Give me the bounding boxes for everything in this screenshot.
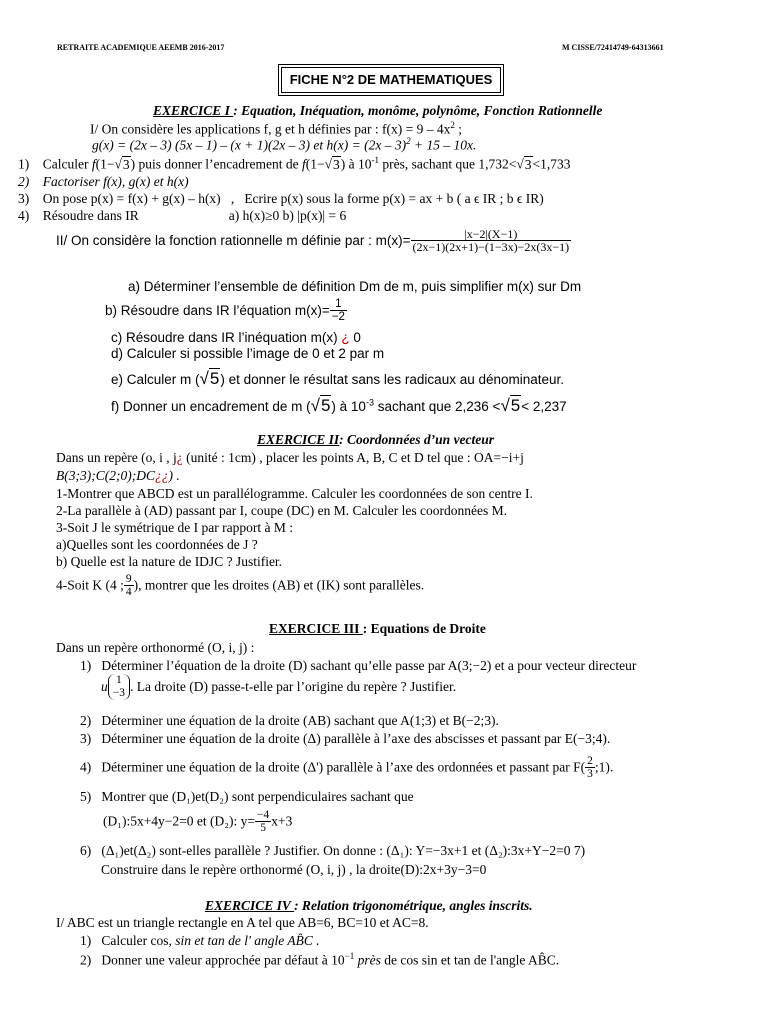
ex1-defs bbox=[92, 136, 476, 154]
exercise-2-heading bbox=[257, 432, 494, 448]
ex1-b-num: 1 bbox=[330, 298, 347, 311]
exercise-4-label: EXERCICE IV bbox=[205, 898, 295, 913]
ex1-intro-end: ; bbox=[454, 121, 463, 137]
ex2-l2-b: ) . bbox=[168, 468, 180, 483]
ex4-q2-a: Donner une valeur approchée par défaut à 10 bbox=[101, 952, 345, 968]
ex3-q5b-b: x+3 bbox=[271, 813, 293, 829]
ex3-q6-num: 6) bbox=[80, 843, 92, 858]
ex1-c-b: 0 bbox=[349, 330, 361, 345]
ex2-line4: 2-La parallèle à (AD) passant par I, coupe (DC) en M. Calculer les coordonnées M. bbox=[56, 503, 507, 518]
ex3-q4-b: ;1). bbox=[594, 759, 614, 775]
ex2-l2-a: B(3;3);C(2;0);DC bbox=[56, 468, 155, 483]
exercise-2-label: EXERCICE II bbox=[257, 432, 340, 447]
ex1-b-den: −2 bbox=[331, 311, 345, 323]
ex3-q3-text: Déterminer une équation de la droite (Δ) parallèle à l’axe des abscisses et passant par E(−3;4). bbox=[101, 731, 611, 746]
ex1-q1-c: à 10 bbox=[345, 156, 372, 172]
page-title: FICHE N°2 DE MATHEMATIQUES bbox=[281, 67, 501, 93]
ex2-l2-red: ¿¿ bbox=[154, 468, 169, 483]
ex1-q1-b: puis donner l’encadrement de bbox=[135, 156, 302, 172]
ex1-f-d: < 2,237 bbox=[521, 399, 567, 414]
ex1-e-a: e) Calculer m ( bbox=[111, 372, 200, 387]
ex2-l8-b: ), montrer que les droites (AB) et (IK) sont parallèles. bbox=[133, 577, 425, 593]
exercise-1-label: EXERCICE I bbox=[153, 103, 234, 118]
ex1-part2-intro: II/ On considère la fonction rationnelle m définie par : m(x)= bbox=[56, 233, 411, 248]
ex2-line1 bbox=[56, 450, 524, 466]
header-right: M CISSE/72414749-64313661 bbox=[562, 43, 664, 52]
ex3-q6-text: (Δ₁)et(Δ₂) sont-elles parallèle ? Justifier. On donne : (Δ₁): Y=−3x+1 et (Δ₂):3x+Y−2=0 7) bbox=[101, 843, 586, 858]
ex4-q1-num: 1) bbox=[80, 933, 92, 948]
ex3-q4-fraction bbox=[585, 755, 595, 780]
exercise-3-heading bbox=[269, 621, 486, 637]
ex4-q2 bbox=[80, 951, 559, 969]
ex1-q1-e: <1,733 bbox=[532, 156, 571, 172]
ex3-q2-text: Déterminer une équation de la droite (AB) sachant que A(1;3) et B(−2;3). bbox=[101, 713, 499, 728]
ex3-q4-a: Déterminer une équation de la droite (Δ') parallèle à l’axe des ordonnées et passant par F( bbox=[101, 759, 586, 775]
ex4-q2-num: 2) bbox=[80, 952, 92, 968]
ex2-l8-a: 4-Soit K (4 ; bbox=[56, 577, 124, 593]
ex2-line3: 1-Montrer que ABCD est un parallélogramme. Calculer les coordonnées de son centre I. bbox=[56, 486, 533, 501]
ex3-q1b-u: u bbox=[101, 679, 108, 694]
ex3-q4-num: 4) bbox=[80, 759, 92, 775]
ex4-q1 bbox=[80, 933, 320, 949]
ex1-q1-exp: -1 bbox=[371, 155, 380, 165]
ex2-l8-den: 4 bbox=[125, 586, 132, 598]
ex1-q4 bbox=[18, 208, 346, 224]
ex1-defs-a: g(x) = (2x – 3) (5x – 1) – (x + 1)(2x – 3) et h(x) = (2x – 3) bbox=[92, 137, 407, 153]
ex1-q1-num: 1) bbox=[18, 156, 30, 172]
ex1-f-exp: -3 bbox=[365, 397, 374, 408]
ex1-q3: 3) On pose p(x) = f(x) + g(x) – h(x) , Ecrire p(x) sous la forme p(x) = ax + b ( a ϵ IR ; b ϵ IR) bbox=[18, 191, 544, 206]
ex3-q5b-fraction bbox=[255, 809, 271, 834]
ex3-q6b: Construire dans le repère orthonormé (O, i, j) , la droite(D):2x+3y−3=0 bbox=[101, 862, 487, 877]
ex2-l8-fraction bbox=[124, 573, 134, 598]
ex1-q4-b: a) h(x)≥0 b) |p(x)| = 6 bbox=[228, 208, 347, 223]
ex3-q5 bbox=[80, 789, 414, 805]
ex1-part2-den: (2x−1)(2x+1)−(1−3x)−2x(3x−1) bbox=[412, 240, 570, 254]
ex2-l1-a: Dans un repère (o, i , j bbox=[56, 450, 177, 465]
ex2-line6: a)Quelles sont les coordonnées de J ? bbox=[56, 537, 258, 552]
ex3-q5-num: 5) bbox=[80, 789, 92, 804]
exercise-1-heading bbox=[153, 103, 602, 119]
ex2-line8 bbox=[56, 573, 424, 598]
ex4-q2-exp: −1 bbox=[344, 951, 355, 961]
ex3-q1-num: 1) bbox=[80, 658, 92, 673]
ex1-q1-a: Calculer bbox=[42, 156, 92, 172]
ex3-q5b-num: −4 bbox=[256, 809, 270, 821]
ex1-f-c: sachant que 2,236 < bbox=[373, 399, 501, 414]
header-left: RETRAITE ACADEMIQUE AEEMB 2016-2017 bbox=[57, 43, 225, 52]
exercise-3-label: EXERCICE III bbox=[269, 621, 363, 636]
ex1-defs-sup: 2 bbox=[406, 136, 411, 146]
ex1-q2 bbox=[18, 174, 189, 190]
ex1-intro bbox=[90, 120, 462, 138]
ex1-f-sqrt2: 5 bbox=[510, 396, 521, 415]
ex1-q1-sqrt3: 3 bbox=[524, 156, 532, 172]
ex3-q1b bbox=[101, 674, 456, 700]
ex1-q1-d: près, sachant que 1,732< bbox=[379, 156, 517, 172]
ex3-q1b-v1: 1 bbox=[116, 674, 122, 686]
ex3-q6 bbox=[80, 843, 585, 859]
ex1-q4-a: Résoudre dans IR bbox=[42, 208, 139, 223]
ex1-q1-inner2: 1− bbox=[310, 156, 325, 172]
ex1-q4-num: 4) bbox=[18, 208, 30, 223]
ex3-q5b bbox=[103, 809, 292, 834]
ex3-q4 bbox=[80, 755, 613, 780]
ex3-q1b-v2: −3 bbox=[112, 687, 125, 699]
ex1-q1: 1) Calculer f(1−√3) puis donner l’encadrement de f(1−√3) à $10^{-1}$ près, sachant que 1,732<√3<1,733 bbox=[18, 155, 571, 172]
ex1-part2-num: |x−2|(X−1) bbox=[411, 228, 572, 241]
ex2-l8-num: 9 bbox=[125, 573, 132, 585]
ex1-e-b: ) et donner le résultat sans les radicaux au dénominateur. bbox=[220, 372, 565, 387]
ex4-q1-a: Calculer cos bbox=[101, 933, 169, 948]
ex1-intro-text: I/ On considère les applications f, g et h définies par : f(x) = 9 – 4x bbox=[90, 121, 451, 137]
ex3-q4-den-f: 3 bbox=[587, 768, 593, 780]
ex3-q2 bbox=[80, 713, 499, 729]
ex1-f-b: ) à 10 bbox=[331, 399, 366, 414]
ex1-f: f) Donner un encadrement de m (√5) à $10^{-3}$ sachant que 2,236 <√5< 2,237 bbox=[111, 396, 567, 415]
ex3-q4-num-f: 2 bbox=[587, 755, 593, 767]
exercise-1-subject: : Equation, Inéquation, monôme, polynôme, Fonction Rationnelle bbox=[233, 103, 603, 118]
ex3-q1-text: Déterminer l’équation de la droite (D) sachant qu’elle passe par A(3;−2) et a pour vecteur directeur bbox=[101, 658, 637, 673]
ex3-q5b-a: (D₁):5x+4y−2=0 et (D₂): y= bbox=[103, 813, 255, 829]
ex2-line7: b) Quelle est la nature de IDJC ? Justifier. bbox=[56, 554, 283, 569]
ex1-part2 bbox=[56, 228, 571, 253]
ex1-b-a: b) Résoudre dans IR l’équation m(x)= bbox=[105, 303, 330, 318]
ex4-q2-c: de cos sin et tan de l'angle AB̂C. bbox=[380, 952, 560, 968]
ex1-q3-num: 3) bbox=[18, 191, 30, 206]
ex1-c-red: ¿ bbox=[341, 330, 350, 345]
ex1-q1-f1: f bbox=[91, 156, 96, 172]
ex1-c bbox=[111, 330, 361, 345]
ex3-q1b-text: . La droite (D) passe-t-elle par l’origine du repère ? Justifier. bbox=[130, 679, 457, 694]
ex1-q2-num: 2) bbox=[18, 174, 30, 189]
ex1-intro-sup: 2 bbox=[450, 120, 455, 130]
ex1-q3-b: Ecrire p(x) sous la forme p(x) = ax + b ( a ϵ IR ; b ϵ IR) bbox=[244, 191, 544, 206]
ex1-f-a: f) Donner un encadrement de m ( bbox=[111, 399, 311, 414]
exercise-2-subject: : Coordonnées d’un vecteur bbox=[339, 432, 495, 447]
ex1-a: a) Déterminer l’ensemble de définition Dm de m, puis simplifier m(x) sur Dm bbox=[128, 279, 582, 294]
ex3-intro: Dans un repère orthonormé (O, i, j) : bbox=[56, 640, 255, 655]
ex3-q1 bbox=[80, 658, 636, 674]
ex1-f-sqrt: 5 bbox=[320, 396, 331, 415]
ex1-d: d) Calculer si possible l’image de 0 et 2 par m bbox=[111, 346, 385, 361]
ex2-line5: 3-Soit J le symétrique de I par rapport à M : bbox=[56, 520, 293, 535]
ex1-q3-a: On pose p(x) = f(x) + g(x) – h(x) bbox=[42, 191, 221, 206]
ex3-q3-num: 3) bbox=[80, 731, 92, 746]
ex1-e-sqrt: 5 bbox=[209, 369, 220, 388]
ex1-part2-fraction bbox=[411, 228, 572, 253]
ex2-l1-b: (unité : 1cm) , placer les points A, B, C et D tel que : OA=−i+j bbox=[182, 450, 524, 465]
exercise-4-heading bbox=[205, 898, 533, 914]
ex1-q1-inner1: 1− bbox=[100, 156, 115, 172]
ex1-q1-sqrt1: 3 bbox=[122, 156, 130, 172]
ex1-defs-b: + 15 – 10x. bbox=[410, 137, 477, 153]
ex3-q2-num: 2) bbox=[80, 713, 92, 728]
ex3-q1b-vector bbox=[108, 674, 130, 700]
ex1-c-a: c) Résoudre dans IR l’inéquation m(x) bbox=[111, 330, 342, 345]
ex1-b-fraction bbox=[330, 298, 347, 323]
ex1-e: e) Calculer m (√5) et donner le résultat sans les radicaux au dénominateur. bbox=[111, 369, 565, 388]
ex1-q1-sqrt2: 3 bbox=[333, 156, 340, 172]
ex1-b bbox=[105, 298, 347, 323]
ex4-intro: I/ ABC est un triangle rectangle en A tel que AB=6, BC=10 et AC=8. bbox=[56, 915, 429, 930]
exercise-4-subject: : Relation trigonométrique, angles inscrits. bbox=[294, 898, 533, 913]
ex3-q3 bbox=[80, 731, 610, 747]
ex1-q1-f2: f bbox=[301, 156, 306, 172]
ex2-l1-red: ¿ bbox=[176, 450, 183, 465]
exercise-3-subject: : Equations de Droite bbox=[362, 621, 486, 636]
ex4-q2-b: près bbox=[354, 952, 381, 968]
ex2-line2 bbox=[56, 468, 180, 484]
ex3-q5-text: Montrer que (D₁)et(D₂) sont perpendiculaires sachant que bbox=[101, 789, 414, 804]
ex3-q5b-den: 5 bbox=[260, 822, 266, 834]
ex1-q2-text: Factoriser f(x), g(x) et h(x) bbox=[42, 174, 189, 189]
ex4-q1-b: , sin et tan de l' angle AB̂C . bbox=[168, 933, 320, 948]
